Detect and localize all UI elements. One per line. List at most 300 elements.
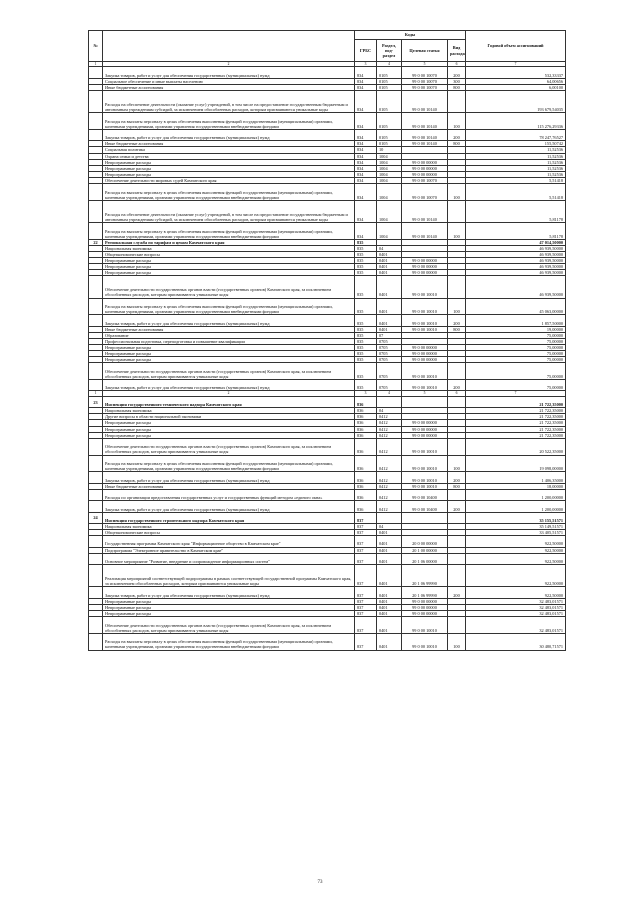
- razdel-cell: 0412: [377, 432, 402, 438]
- column-number-cell: 1: [89, 391, 103, 396]
- row-name-cell: Общеэкономические вопросы: [103, 530, 355, 536]
- column-number-cell: 7: [466, 62, 566, 67]
- expense-type-cell: [448, 90, 466, 112]
- row-name-cell: Закупка товаров, работ и услуг для обеспечения государственных (муниципальных) нужд: [103, 67, 355, 78]
- target-article-cell: 99 0 00 10140: [402, 113, 448, 130]
- target-article-cell: 20 1 06 00000: [402, 553, 448, 564]
- row-name-cell: Обеспечение деятельности государственных органов власти (государственных органов) Камчатского края, за исключением обособленных расходов, которым присваиваются уникальные коды: [103, 276, 355, 298]
- grbs-cell: 836: [355, 432, 377, 438]
- target-article-cell: 99 0 00 00000: [402, 432, 448, 438]
- grbs-cell: 836: [355, 408, 377, 414]
- grbs-cell: 837: [355, 565, 377, 587]
- row-name-cell: Иные бюджетные ассигнования: [103, 84, 355, 90]
- row-number-cell: 22: [89, 239, 103, 245]
- row-name-cell: Охрана семьи и детства: [103, 153, 355, 159]
- column-number-cell: 5: [402, 62, 448, 67]
- razdel-cell: 0412: [377, 489, 402, 500]
- grbs-cell: 834: [355, 147, 377, 153]
- row-name-cell: Непрограммные расходы: [103, 270, 355, 276]
- expense-type-cell: 800: [448, 483, 466, 489]
- razdel-cell: 0412: [377, 420, 402, 426]
- annual-amount-cell: 1 200,00000: [466, 501, 566, 512]
- razdel-cell: 0401: [377, 315, 402, 326]
- expense-type-cell: 200: [448, 315, 466, 326]
- row-name-cell: Расходы на выплаты персоналу в целях обеспечения выполнения функций государственными (муниципальными) органами, казенными учреждениями, органами управления государственными внебюджетными фондами: [103, 184, 355, 201]
- table-row: [89, 223, 566, 240]
- table-row: [89, 616, 566, 633]
- annual-amount-cell: 46 939,50000: [466, 276, 566, 298]
- row-name-cell: Национальная экономика: [103, 245, 355, 251]
- row-name-cell: Непрограммные расходы: [103, 171, 355, 177]
- table-row: [89, 501, 566, 512]
- annual-amount-cell: 75,00000: [466, 351, 566, 357]
- target-article-cell: 99 0 00 10010: [402, 298, 448, 315]
- table-row: [89, 380, 566, 391]
- razdel-cell: 0412: [377, 472, 402, 483]
- row-number-cell: [89, 438, 103, 455]
- row-number-cell: [89, 553, 103, 564]
- expense-type-cell: 800: [448, 84, 466, 90]
- row-number-cell: [89, 489, 103, 500]
- grbs-cell: 835: [355, 258, 377, 264]
- annual-amount-cell: 1 406,35000: [466, 472, 566, 483]
- column-number-cell: 6: [448, 391, 466, 396]
- grbs-cell: 834: [355, 171, 377, 177]
- annual-amount-cell: 115 276,29336: [466, 113, 566, 130]
- annual-amount-cell: 35 155,51571: [466, 512, 566, 523]
- row-number-cell: [89, 298, 103, 315]
- annual-amount-cell: 21 722,35000: [466, 420, 566, 426]
- annual-amount-cell: 532,33337: [466, 67, 566, 78]
- razdel-cell: 0401: [377, 530, 402, 536]
- target-article-cell: 99 0 00 10140: [402, 200, 448, 222]
- grbs-cell: 835: [355, 332, 377, 338]
- razdel-cell: 04: [377, 245, 402, 251]
- annual-amount-cell: 922,50000: [466, 547, 566, 553]
- annual-amount-cell: 78 247,76527: [466, 129, 566, 140]
- grbs-cell: 837: [355, 530, 377, 536]
- grbs-cell: 835: [355, 351, 377, 357]
- razdel-cell: 0105: [377, 84, 402, 90]
- header-csr: Целевая статья: [402, 40, 448, 62]
- annual-amount-cell: 46 939,50000: [466, 251, 566, 257]
- row-name-cell: Непрограммные расходы: [103, 258, 355, 264]
- target-article-cell: 99 0 00 10010: [402, 616, 448, 633]
- grbs-cell: 835: [355, 276, 377, 298]
- row-number-cell: [89, 363, 103, 380]
- target-article-cell: 99 0 00 10070: [402, 78, 448, 84]
- grbs-cell: 836: [355, 414, 377, 420]
- grbs-cell: 837: [355, 616, 377, 633]
- table-row: [89, 553, 566, 564]
- annual-amount-cell: 11,52536: [466, 159, 566, 165]
- row-name-cell: Закупка товаров, работ и услуг для обеспечения государственных (муниципальных) нужд: [103, 587, 355, 598]
- grbs-cell: 835: [355, 298, 377, 315]
- grbs-cell: 836: [355, 426, 377, 432]
- table-row: [89, 200, 566, 222]
- target-article-cell: 20 1 00 00000: [402, 547, 448, 553]
- annual-amount-cell: 193 679,54035: [466, 90, 566, 112]
- row-number-cell: [89, 472, 103, 483]
- razdel-cell: 0401: [377, 553, 402, 564]
- column-number-cell: 5: [402, 391, 448, 396]
- expense-type-cell: 100: [448, 298, 466, 315]
- annual-amount-cell: 20 522,35000: [466, 438, 566, 455]
- column-number-cell: 1: [89, 62, 103, 67]
- row-name-cell: Другие вопросы в области национальной экономики: [103, 414, 355, 420]
- grbs-cell: 835: [355, 264, 377, 270]
- grbs-cell: 834: [355, 84, 377, 90]
- table-row: [89, 67, 566, 78]
- header-vr: Вид расхода: [448, 40, 466, 62]
- razdel-cell: 04: [377, 524, 402, 530]
- row-name-cell: Обеспечение деятельности государственных органов власти (государственных органов) Камчатского края, за исключением обособленных расходов, которым присваиваются уникальные коды: [103, 616, 355, 633]
- razdel-cell: 1004: [377, 200, 402, 222]
- row-number-cell: [89, 587, 103, 598]
- row-number-cell: [89, 113, 103, 130]
- row-number-cell: [89, 315, 103, 326]
- row-name-cell: Иные бюджетные ассигнования: [103, 483, 355, 489]
- razdel-cell: 0401: [377, 633, 402, 650]
- grbs-cell: 837: [355, 604, 377, 610]
- grbs-cell: 836: [355, 483, 377, 489]
- razdel-cell: 0401: [377, 616, 402, 633]
- target-article-cell: 99 0 00 10010: [402, 276, 448, 298]
- row-name-cell: Расходы на выплаты персоналу в целях обеспечения выполнения функций государственными (муниципальными) органами, казенными учреждениями, органами управления государственными внебюджетными фондами: [103, 223, 355, 240]
- row-name-cell: Национальная экономика: [103, 408, 355, 414]
- grbs-cell: 834: [355, 200, 377, 222]
- column-number-cell: 4: [377, 62, 402, 67]
- annual-amount-cell: 75,00000: [466, 332, 566, 338]
- row-name-cell: Непрограммные расходы: [103, 345, 355, 351]
- annual-amount-cell: 5,81178: [466, 200, 566, 222]
- razdel-cell: 0105: [377, 67, 402, 78]
- expense-type-cell: 100: [448, 633, 466, 650]
- table-row: [89, 489, 566, 500]
- annual-amount-cell: 46 939,50000: [466, 270, 566, 276]
- column-number-cell: 2: [103, 62, 355, 67]
- annual-amount-cell: 46 939,50000: [466, 258, 566, 264]
- table-row: [89, 472, 566, 483]
- row-name-cell: Непрограммные расходы: [103, 604, 355, 610]
- row-name-cell: Инспекция государственного строительного надзора Камчатского края: [103, 512, 355, 523]
- razdel-cell: 0412: [377, 455, 402, 472]
- grbs-cell: 835: [355, 251, 377, 257]
- expense-type-cell: 200: [448, 501, 466, 512]
- annual-amount-cell: 11,52536: [466, 165, 566, 171]
- row-name-cell: Непрограммные расходы: [103, 598, 355, 604]
- row-name-cell: Расходы на выплаты персоналу в целях обеспечения выполнения функций государственными (муниципальными) органами, казенными учреждениями, органами управления государственными внебюджетными фондами: [103, 633, 355, 650]
- annual-amount-cell: 922,50000: [466, 536, 566, 547]
- target-article-cell: 99 0 00 10070: [402, 184, 448, 201]
- target-article-cell: 20 1 06 99990: [402, 565, 448, 587]
- row-name-cell: Непрограммные расходы: [103, 420, 355, 426]
- row-name-cell: Обеспечение деятельности государственных органов власти (государственных органов) Камчатского края, за исключением обособленных расходов, которым присваиваются уникальные коды: [103, 363, 355, 380]
- grbs-cell: 837: [355, 524, 377, 530]
- annual-amount-cell: 47 014,50000: [466, 239, 566, 245]
- grbs-cell: 834: [355, 67, 377, 78]
- expense-type-cell: 200: [448, 380, 466, 391]
- row-number-cell: [89, 455, 103, 472]
- annual-amount-cell: 1 857,50000: [466, 315, 566, 326]
- table-row: [89, 184, 566, 201]
- row-name-cell: Инспекция государственного технического надзора Камчатского края: [103, 396, 355, 407]
- target-article-cell: 99 0 00 00000: [402, 171, 448, 177]
- target-article-cell: 99 0 00 10010: [402, 472, 448, 483]
- target-article-cell: 99 0 00 10140: [402, 129, 448, 140]
- annual-amount-cell: 32 483,01571: [466, 598, 566, 604]
- row-name-cell: Непрограммные расходы: [103, 432, 355, 438]
- budget-table-sheet: [88, 30, 565, 651]
- grbs-cell: 834: [355, 129, 377, 140]
- row-name-cell: Иные бюджетные ассигнования: [103, 326, 355, 332]
- grbs-cell: 835: [355, 380, 377, 391]
- target-article-cell: 99 0 00 10010: [402, 380, 448, 391]
- row-number-cell: [89, 90, 103, 112]
- annual-amount-cell: 19 098,00000: [466, 455, 566, 472]
- expense-type-cell: [448, 438, 466, 455]
- annual-amount-cell: 922,50000: [466, 553, 566, 564]
- expense-type-cell: 100: [448, 455, 466, 472]
- table-row: [89, 129, 566, 140]
- target-article-cell: 20 1 06 99990: [402, 587, 448, 598]
- grbs-cell: 837: [355, 547, 377, 553]
- row-name-cell: Расходы на обеспечение деятельности (оказание услуг) учреждений, в том числе на предоставление государственным бюджетным и автономным учреждениям субсидий, за исключением обособленных расходов, которым присваиваются уникальные коды: [103, 200, 355, 222]
- annual-amount-cell: 46 939,50000: [466, 245, 566, 251]
- grbs-cell: 835: [355, 357, 377, 363]
- grbs-cell: 837: [355, 610, 377, 616]
- table-row: [89, 298, 566, 315]
- grbs-cell: 836: [355, 489, 377, 500]
- annual-amount-cell: 155,50742: [466, 141, 566, 147]
- razdel-cell: 0401: [377, 536, 402, 547]
- razdel-cell: [377, 512, 402, 523]
- razdel-cell: 0705: [377, 363, 402, 380]
- row-number-cell: [89, 565, 103, 587]
- table-row: [89, 113, 566, 130]
- expense-type-cell: 300: [448, 78, 466, 84]
- expense-type-cell: 200: [448, 472, 466, 483]
- target-article-cell: 99 0 00 10140: [402, 141, 448, 147]
- annual-amount-cell: 32 483,01571: [466, 616, 566, 633]
- expense-type-cell: 800: [448, 326, 466, 332]
- annual-amount-cell: 1 200,00000: [466, 489, 566, 500]
- razdel-cell: 0401: [377, 270, 402, 276]
- annual-amount-cell: 64,00656: [466, 78, 566, 84]
- row-name-cell: Обеспечение деятельности мировых судей Камчатского края: [103, 177, 355, 183]
- target-article-cell: 99 0 00 00000: [402, 610, 448, 616]
- target-article-cell: 99 0 00 00000: [402, 604, 448, 610]
- annual-amount-cell: 32 483,01571: [466, 604, 566, 610]
- row-name-cell: Непрограммные расходы: [103, 264, 355, 270]
- row-name-cell: Образование: [103, 332, 355, 338]
- razdel-cell: 0401: [377, 587, 402, 598]
- annual-amount-cell: 46 939,50000: [466, 264, 566, 270]
- row-name-cell: Общеэкономические вопросы: [103, 251, 355, 257]
- row-name-cell: Закупка товаров, работ и услуг для обеспечения государственных (муниципальных) нужд: [103, 315, 355, 326]
- razdel-cell: 0401: [377, 598, 402, 604]
- row-name-cell: Непрограммные расходы: [103, 165, 355, 171]
- row-number-cell: [89, 67, 103, 78]
- row-number-cell: [89, 501, 103, 512]
- row-name-cell: Региональная служба по тарифам и ценам Камчатского края: [103, 239, 355, 245]
- razdel-cell: 0401: [377, 565, 402, 587]
- row-name-cell: Закупка товаров, работ и услуг для обеспечения государственных (муниципальных) нужд: [103, 501, 355, 512]
- annual-amount-cell: 5,81178: [466, 223, 566, 240]
- target-article-cell: 99 0 00 00000: [402, 165, 448, 171]
- razdel-cell: 1004: [377, 177, 402, 183]
- annual-amount-cell: 6,00100: [466, 84, 566, 90]
- grbs-cell: 836: [355, 455, 377, 472]
- target-article-cell: 99 0 00 00000: [402, 345, 448, 351]
- razdel-cell: 0705: [377, 351, 402, 357]
- target-article-cell: 99 0 00 00000: [402, 270, 448, 276]
- expense-type-cell: [448, 489, 466, 500]
- grbs-cell: 834: [355, 153, 377, 159]
- razdel-cell: 0401: [377, 276, 402, 298]
- razdel-cell: 0412: [377, 438, 402, 455]
- header-name: [103, 31, 355, 62]
- row-number-cell: [89, 633, 103, 650]
- razdel-cell: 1004: [377, 171, 402, 177]
- table-row: [89, 276, 566, 298]
- razdel-cell: 0401: [377, 604, 402, 610]
- expense-type-cell: [448, 396, 466, 407]
- table-row: [89, 455, 566, 472]
- row-name-cell: Закупка товаров, работ и услуг для обеспечения государственных (муниципальных) нужд: [103, 129, 355, 140]
- annual-amount-cell: 21 722,35000: [466, 408, 566, 414]
- target-article-cell: 99 0 00 00000: [402, 264, 448, 270]
- razdel-cell: 0401: [377, 547, 402, 553]
- target-article-cell: 99 0 00 10070: [402, 67, 448, 78]
- target-article-cell: 99 0 00 10140: [402, 90, 448, 112]
- target-article-cell: 99 0 00 00000: [402, 351, 448, 357]
- target-article-cell: [402, 396, 448, 407]
- grbs-cell: 837: [355, 598, 377, 604]
- grbs-cell: 837: [355, 633, 377, 650]
- column-number-cell: 2: [103, 391, 355, 396]
- row-name-cell: Непрограммные расходы: [103, 426, 355, 432]
- row-name-cell: Непрограммные расходы: [103, 159, 355, 165]
- razdel-cell: 0401: [377, 258, 402, 264]
- row-number-cell: [89, 184, 103, 201]
- annual-amount-cell: 32 483,01571: [466, 610, 566, 616]
- target-article-cell: 99 0 00 10070: [402, 84, 448, 90]
- target-article-cell: 99 0 00 10400: [402, 501, 448, 512]
- row-name-cell: Непрограммные расходы: [103, 351, 355, 357]
- razdel-cell: 0401: [377, 264, 402, 270]
- grbs-cell: 836: [355, 472, 377, 483]
- target-article-cell: 99 0 00 00000: [402, 357, 448, 363]
- grbs-cell: 835: [355, 245, 377, 251]
- grbs-cell: 835: [355, 270, 377, 276]
- target-article-cell: 99 0 00 00000: [402, 159, 448, 165]
- expense-type-cell: [448, 512, 466, 523]
- razdel-cell: 0401: [377, 610, 402, 616]
- grbs-cell: 834: [355, 113, 377, 130]
- expense-type-cell: [448, 616, 466, 633]
- annual-amount-cell: 21 722,35000: [466, 396, 566, 407]
- row-name-cell: Расходы по организации предоставления государственных услуг и государственных функций методом «единого окна»: [103, 489, 355, 500]
- annual-amount-cell: 35 149,51571: [466, 524, 566, 530]
- grbs-cell: 835: [355, 345, 377, 351]
- expense-type-cell: [448, 553, 466, 564]
- expense-type-cell: [448, 200, 466, 222]
- razdel-cell: 0105: [377, 90, 402, 112]
- header-no: №: [89, 31, 103, 62]
- column-number-cell: 6: [448, 62, 466, 67]
- table-row: [89, 536, 566, 547]
- grbs-cell: 834: [355, 184, 377, 201]
- table-header: [89, 31, 566, 67]
- row-name-cell: Обеспечение деятельности государственных органов власти (государственных органов) Камчатского края, за исключением обособленных расходов, которым присваиваются уникальные коды: [103, 438, 355, 455]
- target-article-cell: 99 0 00 10070: [402, 177, 448, 183]
- table-row-department: [89, 512, 566, 523]
- razdel-cell: 0412: [377, 501, 402, 512]
- grbs-cell: 837: [355, 512, 377, 523]
- table-row-department: [89, 396, 566, 407]
- razdel-cell: 0412: [377, 414, 402, 420]
- razdel-cell: 0705: [377, 380, 402, 391]
- row-number-cell: [89, 380, 103, 391]
- table-row: [89, 315, 566, 326]
- row-name-cell: Расходы на обеспечение деятельности (оказание услуг) учреждений, в том числе на предоставление государственным бюджетным и автономным учреждениям субсидий, за исключением обособленных расходов, которым присваиваются уникальные коды: [103, 90, 355, 112]
- razdel-cell: 0401: [377, 326, 402, 332]
- annual-amount-cell: 19,00000: [466, 326, 566, 332]
- expense-type-cell: 200: [448, 67, 466, 78]
- target-article-cell: 20 0 00 00000: [402, 536, 448, 547]
- grbs-cell: 834: [355, 141, 377, 147]
- column-number-cell: 3: [355, 391, 377, 396]
- annual-amount-cell: 75,00000: [466, 363, 566, 380]
- target-article-cell: 99 0 00 10010: [402, 326, 448, 332]
- expense-type-cell: [448, 565, 466, 587]
- grbs-cell: 836: [355, 420, 377, 426]
- annual-amount-cell: 30 480,71571: [466, 633, 566, 650]
- razdel-cell: 0105: [377, 78, 402, 84]
- grbs-cell: 834: [355, 165, 377, 171]
- annual-amount-cell: 922,50000: [466, 587, 566, 598]
- razdel-cell: 0105: [377, 141, 402, 147]
- annual-amount-cell: 75,00000: [466, 380, 566, 391]
- grbs-cell: 836: [355, 438, 377, 455]
- column-number-cell: 4: [377, 391, 402, 396]
- expense-type-cell: 200: [448, 587, 466, 598]
- grbs-cell: 834: [355, 90, 377, 112]
- razdel-cell: 07: [377, 332, 402, 338]
- razdel-cell: 04: [377, 408, 402, 414]
- expense-type-cell: [448, 363, 466, 380]
- target-article-cell: 99 0 00 00000: [402, 258, 448, 264]
- grbs-cell: 834: [355, 78, 377, 84]
- target-article-cell: 99 0 00 10010: [402, 363, 448, 380]
- annual-amount-cell: 75,00000: [466, 357, 566, 363]
- razdel-cell: 1004: [377, 159, 402, 165]
- grbs-cell: 834: [355, 223, 377, 240]
- budget-table: [88, 30, 566, 651]
- razdel-cell: 0401: [377, 298, 402, 315]
- column-number-cell: 7: [466, 391, 566, 396]
- target-article-cell: 99 0 00 10010: [402, 438, 448, 455]
- target-article-cell: 99 0 00 10140: [402, 223, 448, 240]
- table-row: [89, 90, 566, 112]
- grbs-cell: 835: [355, 326, 377, 332]
- annual-amount-cell: 21 722,35000: [466, 426, 566, 432]
- header-codes: Коды: [355, 31, 466, 40]
- row-number-cell: [89, 276, 103, 298]
- table-body-part-1: [89, 67, 566, 391]
- razdel-cell: 10: [377, 147, 402, 153]
